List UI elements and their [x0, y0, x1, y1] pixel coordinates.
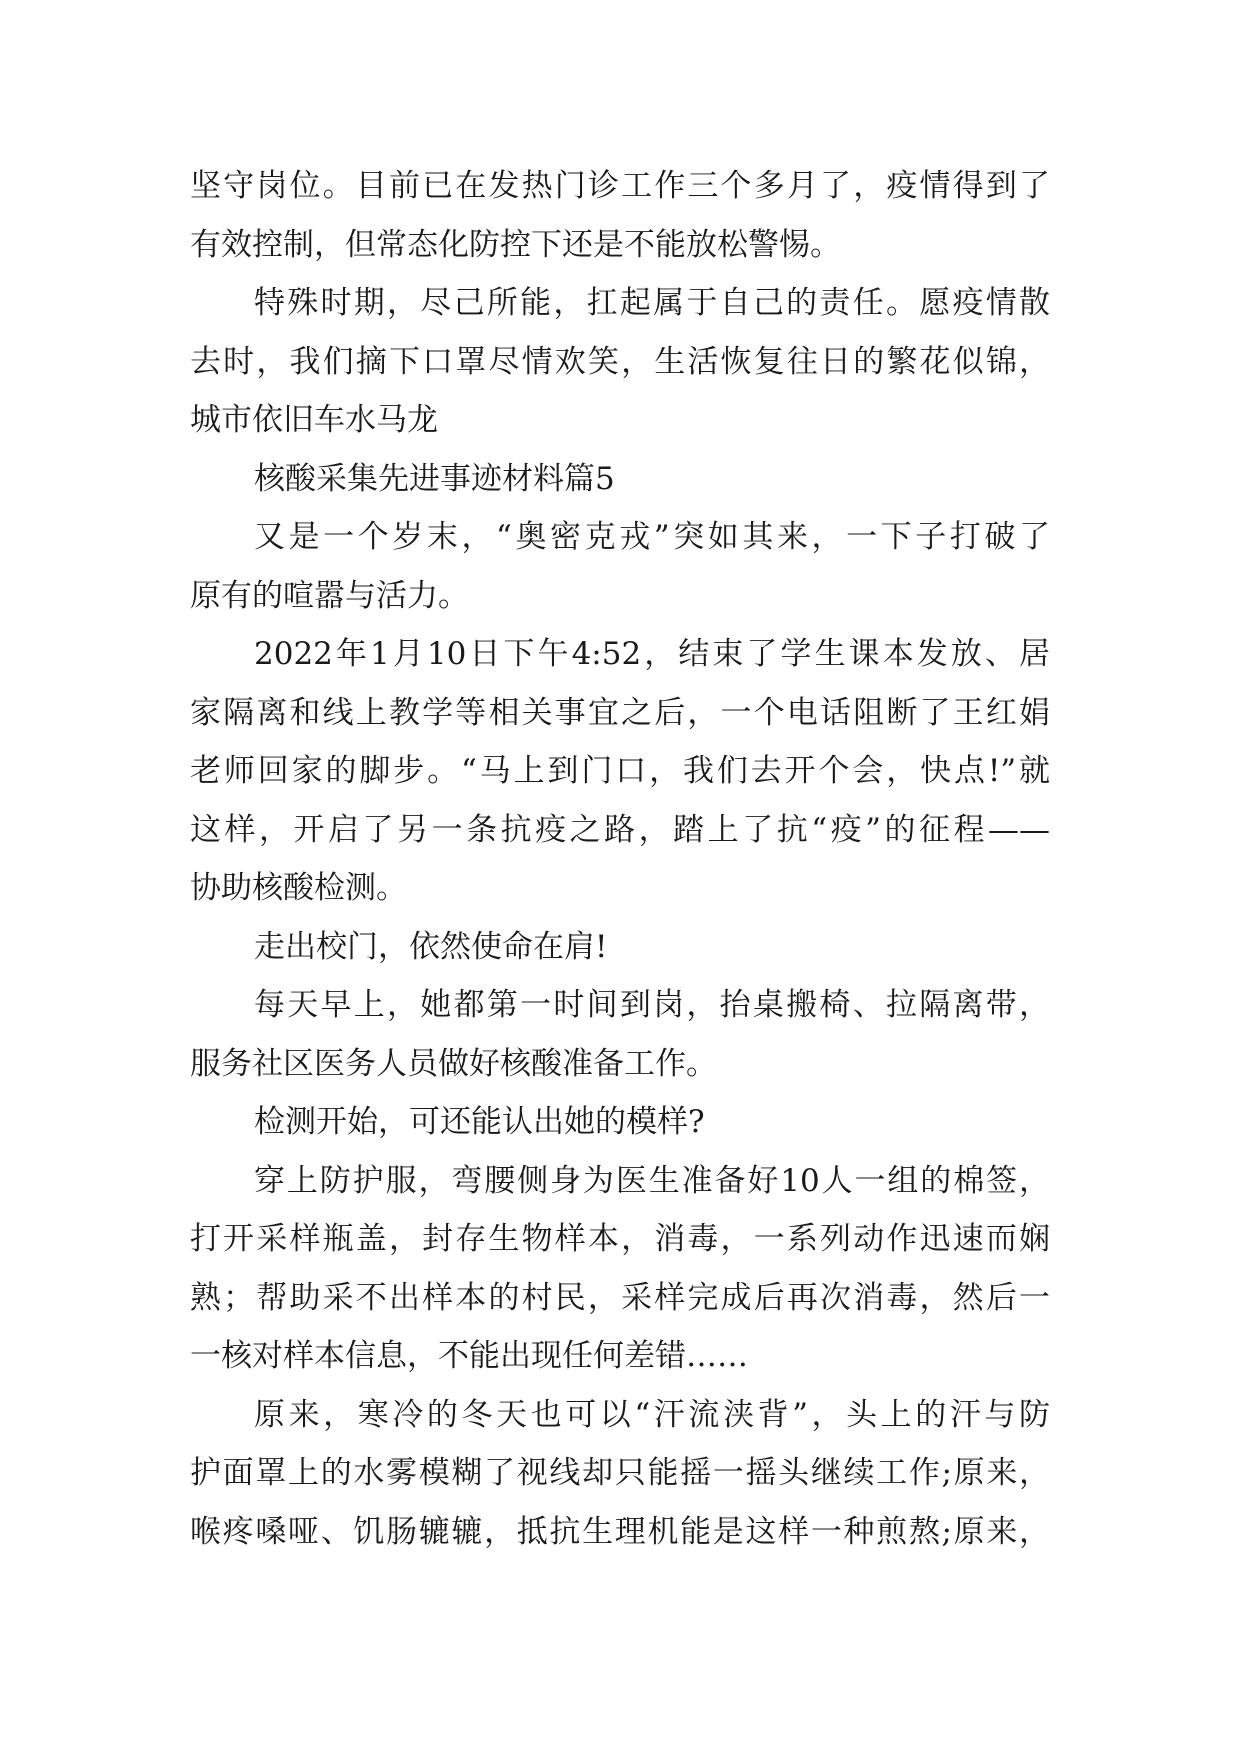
text-line: 这样，开启了另一条抗疫之路，踏上了抗“疫”的征程——: [190, 811, 1050, 848]
document-body: [190, 157, 1050, 1561]
paragraph-start-line: 2022年1月10日下午4:52，结束了学生课本发放、居: [254, 636, 1050, 672]
section-heading: 核酸采集先进事迹材料篇5: [254, 460, 615, 497]
text-line: 打开采样瓶盖，封存生物样本，消毒，一系列动作迅速而娴: [190, 1221, 1050, 1257]
paragraph-start-line: 每天早上，她都第一时间到岗，抬桌搬椅、拉隔离带，: [254, 987, 1050, 1023]
text-line: 服务社区医务人员做好核酸准备工作。: [190, 1045, 717, 1082]
text-line: 护面罩上的水雾模糊了视线却只能摇一摇头继续工作;原来，: [190, 1455, 1050, 1491]
paragraph-start-line: 检测开始，可还能认出她的模样?: [254, 1104, 705, 1140]
text-line: 原有的喧嚣与活力。: [190, 577, 469, 614]
text-line: 熟；帮助采不出样本的村民，采样完成后再次消毒，然后一: [190, 1279, 1050, 1316]
paragraph-start-line: 穿上防护服，弯腰侧身为医生准备好10人一组的棉签，: [254, 1162, 1050, 1199]
text-line: 城市依旧车水马龙: [190, 402, 438, 438]
paragraph-start-line: 又是一个岁末，“奥密克戎”突如其来，一下子打破了: [254, 519, 1050, 555]
paragraph-start-line: 原来，寒冷的冬天也可以“汗流浃背”，头上的汗与防: [254, 1396, 1050, 1433]
text-line: 喉疼嗓哑、饥肠辘辘，抵抗生理机能是这样一种煎熬;原来，: [190, 1513, 1050, 1550]
text-line: 一核对样本信息，不能出现任何差错……: [190, 1338, 748, 1374]
text-line: 去时，我们摘下口罩尽情欢笑，生活恢复往日的繁花似锦，: [190, 343, 1050, 380]
text-line: 协助核酸检测。: [190, 870, 407, 906]
paragraph-start-line: 走出校门，依然使命在肩!: [254, 928, 608, 965]
text-line: 有效控制，但常态化防控下还是不能放松警惕。: [190, 226, 841, 263]
text-line: 坚守岗位。目前已在发热门诊工作三个多月了，疫情得到了: [190, 168, 1050, 204]
paragraph-start-line: 特殊时期，尽己所能，扛起属于自己的责任。愿疫情散: [254, 285, 1050, 321]
text-line: 老师回家的脚步。“马上到门口，我们去开个会，快点!”就: [190, 753, 1050, 789]
text-line: 家隔离和线上教学等相关事宜之后，一个电话阻断了王红娟: [190, 694, 1050, 731]
